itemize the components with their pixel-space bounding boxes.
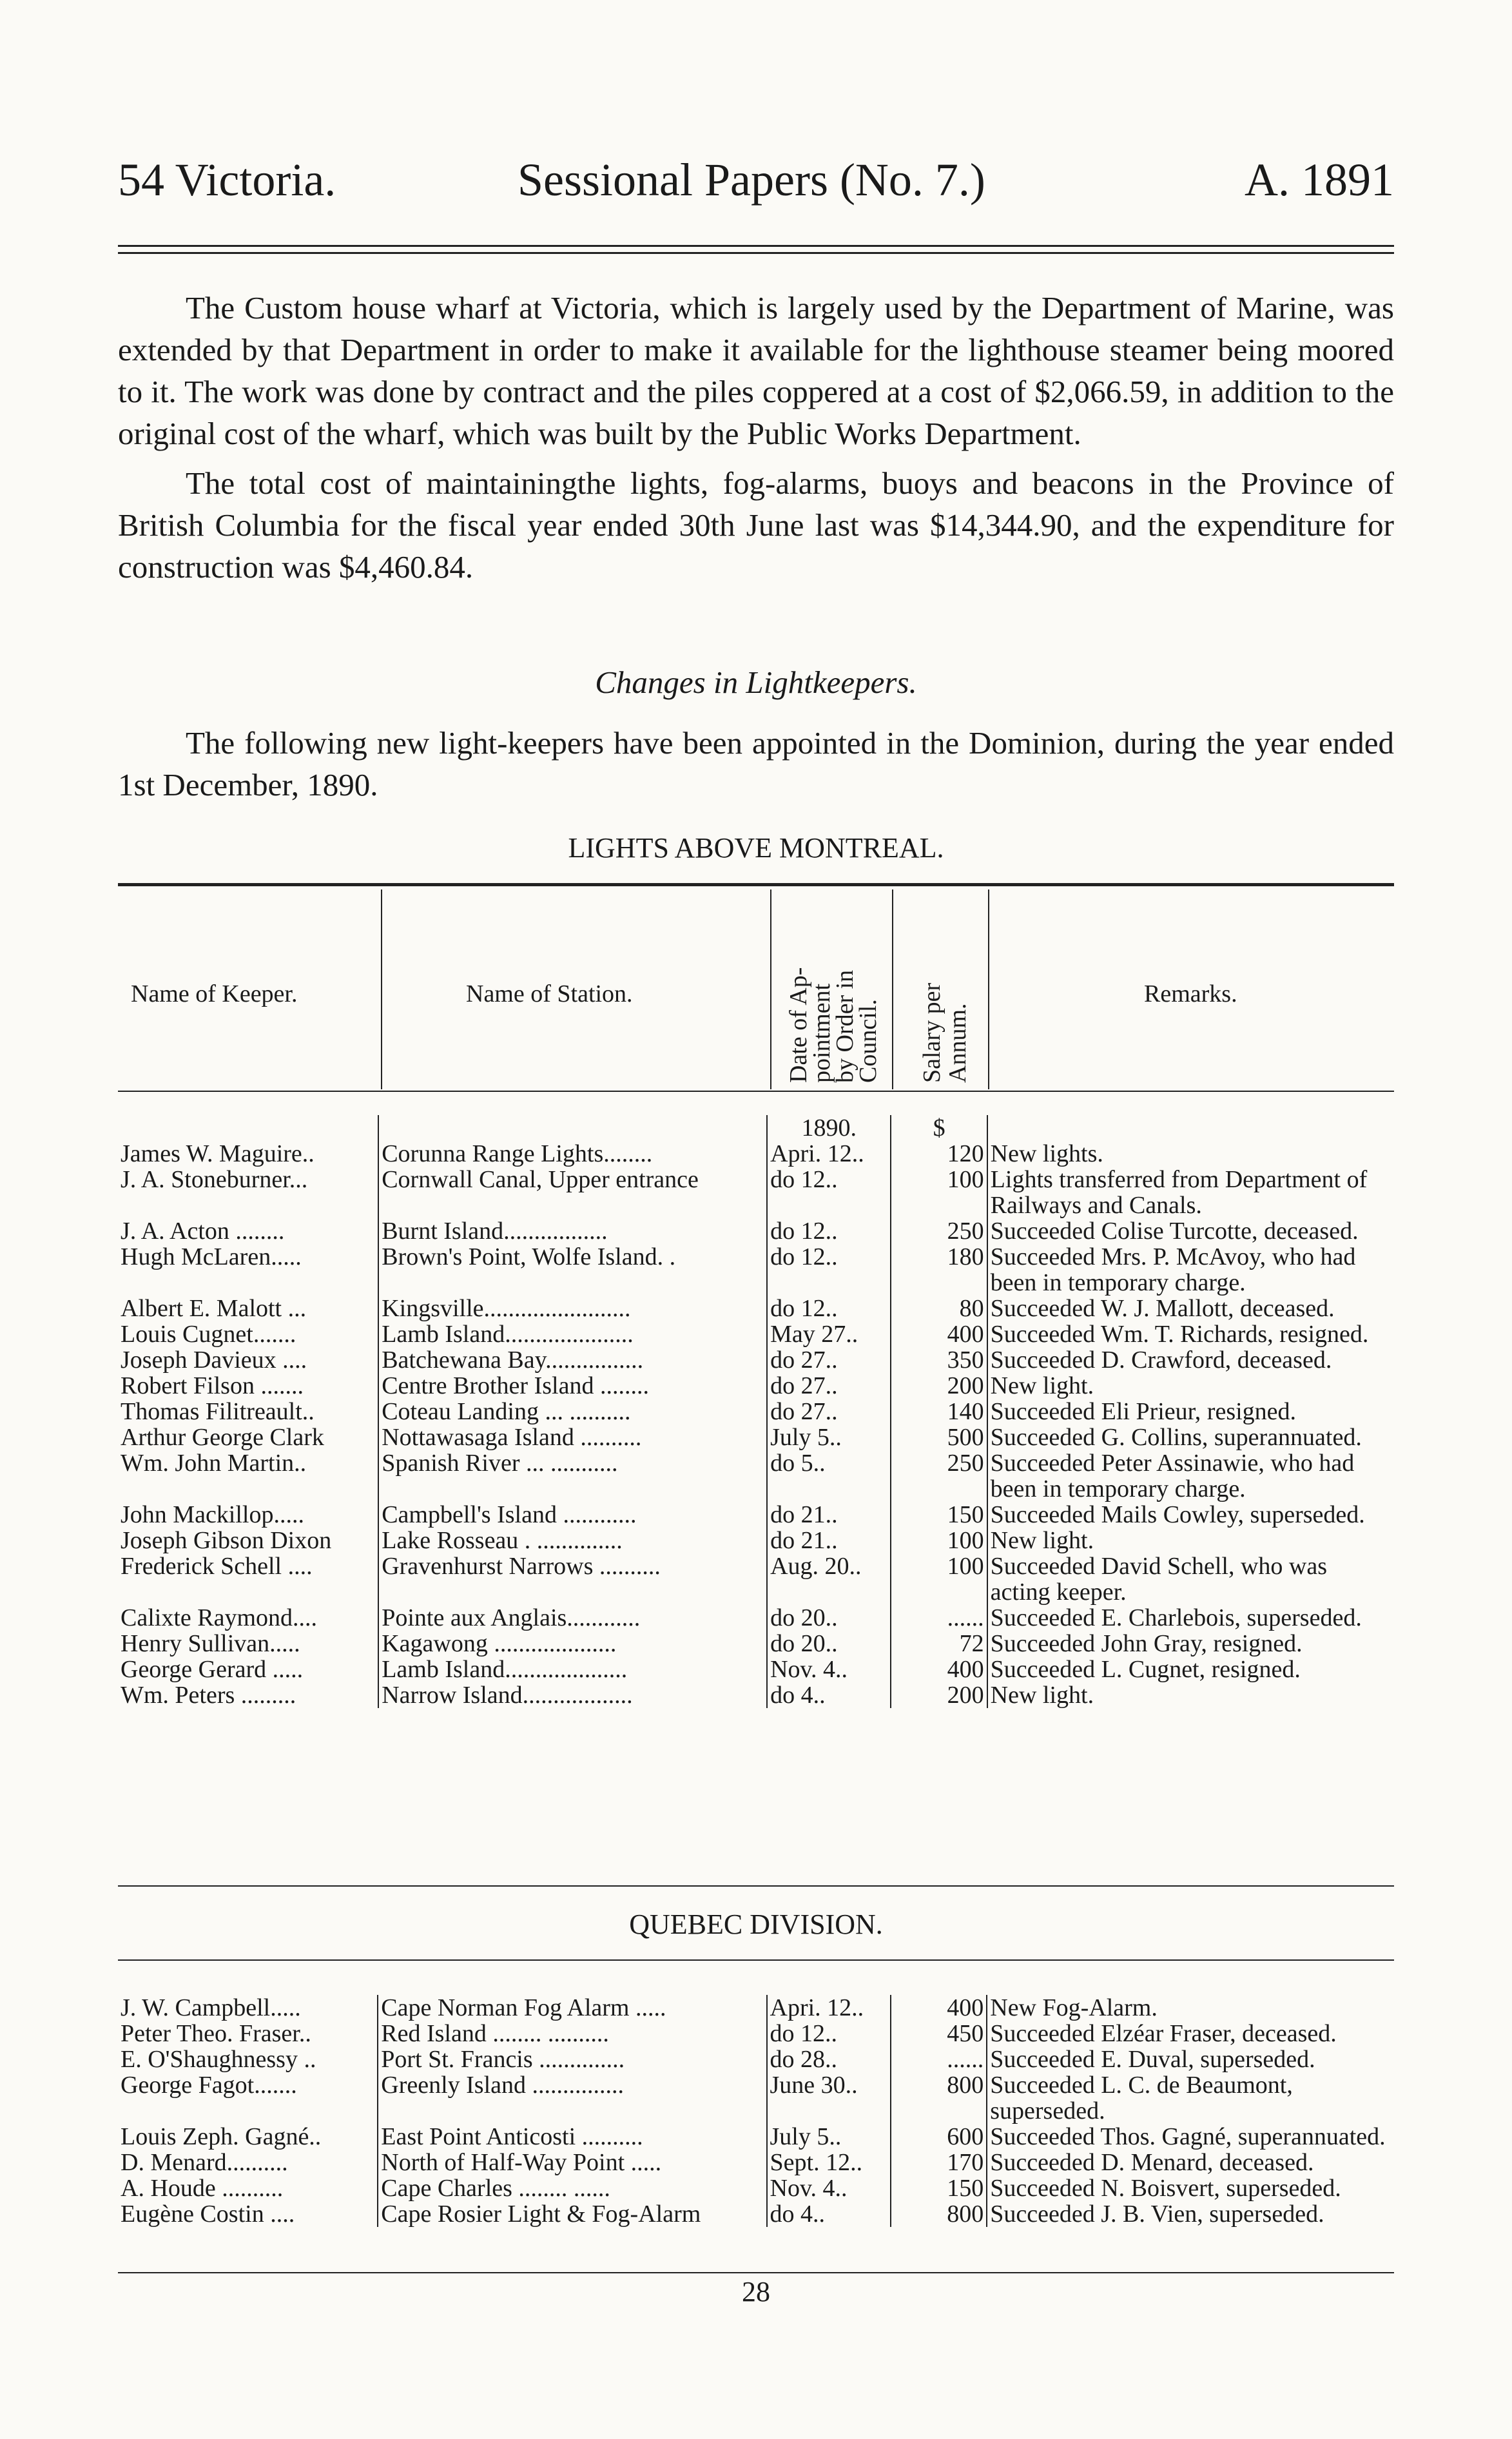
table-row	[118, 1995, 1394, 2021]
keeper-name: J. A. Stoneburner...	[121, 1166, 308, 1193]
appointment-date: Apri. 12..	[767, 1995, 891, 2021]
salary: 800	[891, 2072, 987, 2124]
remarks: Lights transferred from Department of Railways and Canals.	[987, 1167, 1394, 1218]
station-name: Greenly Island ...............	[378, 2072, 766, 2124]
table-row	[118, 1605, 1394, 1631]
section-title-quebec: QUEBEC DIVISION.	[629, 1909, 883, 1940]
appointment-date: Aug. 20..	[767, 1553, 891, 1605]
table-quebec	[118, 1995, 1394, 2227]
remarks: New light.	[987, 1373, 1394, 1399]
table-row	[118, 1399, 1394, 1424]
appointment-date: do 27..	[767, 1347, 891, 1373]
table-row	[118, 1424, 1394, 1450]
salary: ......	[891, 1605, 987, 1631]
keeper-name: Robert Filson .......	[121, 1372, 304, 1399]
table-row	[118, 1657, 1394, 1682]
table-row	[118, 1553, 1394, 1605]
salary: ......	[891, 2046, 987, 2072]
remarks: Succeeded J. B. Vien, superseded.	[987, 2201, 1394, 2227]
col-header-remarks: Remarks.	[1144, 980, 1237, 1007]
remarks: Succeeded Wm. T. Richards, resigned.	[987, 1321, 1394, 1347]
header-bottom-rule	[118, 1091, 1394, 1092]
table-row	[118, 2046, 1394, 2072]
keeper-name: John Mackillop.....	[121, 1501, 304, 1528]
salary-line-1: Salary per	[918, 982, 945, 1083]
remarks: Succeeded E. Charlebois, superseded.	[987, 1605, 1394, 1631]
rows-montreal	[118, 1141, 1394, 1708]
table-row	[118, 1347, 1394, 1373]
appointment-date: do 27..	[767, 1373, 891, 1399]
keeper-name: Louis Zeph. Gagné..	[121, 2123, 322, 2150]
appointment-date: July 5..	[767, 1424, 891, 1450]
station-name: Kingsville........................	[378, 1296, 767, 1321]
header-rule	[118, 245, 1394, 254]
remarks: Succeeded L. C. de Beaumont, superseded.	[987, 2072, 1394, 2124]
appointment-date: do 5..	[767, 1450, 891, 1502]
salary: 180	[891, 1244, 987, 1296]
salary: 350	[891, 1347, 987, 1373]
salary: 150	[891, 1502, 987, 1528]
appointment-date: do 12..	[767, 1296, 891, 1321]
col-header-station: Name of Station.	[466, 980, 633, 1007]
col-header-station-cell	[381, 889, 769, 1089]
keeper-name: Arthur George Clark	[121, 1424, 324, 1451]
appointment-date: do 12..	[767, 2021, 891, 2046]
station-name: North of Half-Way Point .....	[378, 2150, 766, 2175]
station-name: Cornwall Canal, Upper entrance	[378, 1167, 767, 1218]
salary: 170	[891, 2150, 987, 2175]
appointment-date: do 12..	[767, 1167, 891, 1218]
currency-label: $	[891, 1115, 987, 1141]
station-name: Batchewana Bay................	[378, 1347, 767, 1373]
header-volume: 54 Victoria.	[118, 154, 336, 206]
keeper-name: J. A. Acton ........	[121, 1218, 285, 1245]
rows-quebec	[118, 1995, 1394, 2227]
salary: 72	[891, 1631, 987, 1657]
station-name: Lamb Island....................	[378, 1657, 767, 1682]
salary: 250	[891, 1218, 987, 1244]
appointment-date: May 27..	[767, 1321, 891, 1347]
section-title-montreal: LIGHTS ABOVE MONTREAL.	[568, 832, 944, 864]
salary: 120	[891, 1141, 987, 1167]
col-header-remarks-cell	[988, 889, 1395, 1089]
remarks: Succeeded Mrs. P. McAvoy, who had been in temporary charge.	[987, 1244, 1394, 1296]
keeper-name: Wm. Peters .........	[121, 1682, 296, 1709]
salary: 150	[891, 2175, 987, 2201]
table-row	[118, 1373, 1394, 1399]
table-montreal	[118, 1115, 1394, 1708]
keeper-name: Joseph Davieux ....	[121, 1346, 307, 1374]
remarks: Succeeded Eli Prieur, resigned.	[987, 1399, 1394, 1424]
appointment-date: do 4..	[767, 1682, 891, 1708]
keeper-name: Wm. John Martin..	[121, 1450, 307, 1477]
intro-text	[118, 722, 1394, 806]
table-row	[118, 1321, 1394, 1347]
appointment-date: July 5..	[767, 2124, 891, 2150]
keeper-name: J. W. Campbell.....	[121, 1994, 301, 2021]
appointment-date: Apri. 12..	[767, 1141, 891, 1167]
remarks: Succeeded L. Cugnet, resigned.	[987, 1657, 1394, 1682]
keeper-name: Joseph Gibson Dixon	[121, 1527, 332, 1554]
keeper-name: Frederick Schell ....	[121, 1553, 313, 1580]
table-row	[118, 2072, 1394, 2124]
header-title: Sessional Papers (No. 7.)	[518, 154, 985, 206]
subheading: Changes in Lightkeepers.	[595, 665, 917, 700]
appointment-date: do 12..	[767, 1218, 891, 1244]
salary: 100	[891, 1167, 987, 1218]
date-line-3: by Order in	[831, 969, 858, 1083]
table-row	[118, 1141, 1394, 1167]
page-number: 28	[742, 2276, 770, 2308]
date-line-1: Date of Ap-	[785, 967, 812, 1083]
salary: 600	[891, 2124, 987, 2150]
keeper-name: Hugh McLaren.....	[121, 1243, 302, 1270]
station-name: Cape Rosier Light & Fog-Alarm	[378, 2201, 766, 2227]
station-name: Campbell's Island ............	[378, 1502, 767, 1528]
table-row	[118, 1450, 1394, 1502]
body-text	[118, 287, 1394, 588]
keeper-name: George Gerard .....	[121, 1656, 304, 1683]
station-name: Kagawong ....................	[378, 1631, 767, 1657]
keeper-name: A. Houde ..........	[121, 2175, 284, 2202]
station-name: Red Island ........ ..........	[378, 2021, 766, 2046]
remarks: Succeeded Mails Cowley, superseded.	[987, 1502, 1394, 1528]
table-row	[118, 1631, 1394, 1657]
appointment-date: do 4..	[767, 2201, 891, 2227]
salary: 80	[891, 1296, 987, 1321]
station-name: Lake Rosseau . ..............	[378, 1528, 767, 1553]
keeper-name: Eugène Costin ....	[121, 2201, 295, 2228]
station-name: Coteau Landing ... ..........	[378, 1399, 767, 1424]
station-name: Gravenhurst Narrows ..........	[378, 1553, 767, 1605]
salary: 200	[891, 1373, 987, 1399]
keeper-name: Peter Theo. Fraser..	[121, 2020, 311, 2047]
keeper-name: E. O'Shaughnessy ..	[121, 2046, 316, 2073]
col-header-keeper: Name of Keeper.	[131, 980, 298, 1007]
year-label: 1890.	[767, 1115, 891, 1141]
keeper-name: Albert E. Malott ...	[121, 1295, 307, 1322]
station-name: Nottawasaga Island ..........	[378, 1424, 767, 1450]
remarks: New light.	[987, 1528, 1394, 1553]
station-name: Pointe aux Anglais............	[378, 1605, 767, 1631]
paragraph: The Custom house wharf at Victoria, which is largely used by the Department of Marine, was extended by that Department in order to make it available for the lighthouse steamer being moored to it. The work was done by contract and the piles coppered at a cost of $2,066.59, in addition to the original cost of the wharf, which was built by the Public Works Department.	[118, 290, 1394, 451]
table-row	[118, 1218, 1394, 1244]
remarks: Succeeded G. Collins, superannuated.	[987, 1424, 1394, 1450]
table-bottom-rule	[118, 2272, 1394, 2273]
salary: 250	[891, 1450, 987, 1502]
table-row	[118, 2021, 1394, 2046]
section-rule	[118, 1959, 1394, 1961]
col-header-salary	[892, 889, 987, 1089]
salary: 800	[891, 2201, 987, 2227]
header-year: A. 1891	[1245, 154, 1394, 206]
col-header-date	[770, 889, 891, 1089]
station-name: Burnt Island.................	[378, 1218, 767, 1244]
salary: 400	[891, 1321, 987, 1347]
keeper-name: George Fagot.......	[121, 2072, 297, 2099]
appointment-date: Nov. 4..	[767, 1657, 891, 1682]
salary: 500	[891, 1424, 987, 1450]
station-name: Narrow Island..................	[378, 1682, 767, 1708]
section-rule	[118, 1885, 1394, 1887]
salary: 450	[891, 2021, 987, 2046]
paragraph: The following new light-keepers have been appointed in the Dominion, during the year ended 1st December, 1890.	[118, 725, 1394, 802]
table-row	[118, 1682, 1394, 1708]
salary: 100	[891, 1553, 987, 1605]
appointment-date: do 27..	[767, 1399, 891, 1424]
table-row	[118, 2201, 1394, 2227]
table-top-rule	[118, 883, 1394, 886]
remarks: Succeeded W. J. Mallott, deceased.	[987, 1296, 1394, 1321]
appointment-date: June 30..	[767, 2072, 891, 2124]
appointment-date: do 21..	[767, 1502, 891, 1528]
appointment-date: do 20..	[767, 1631, 891, 1657]
station-name: Cape Charles ........ ......	[378, 2175, 766, 2201]
station-name: Centre Brother Island ........	[378, 1373, 767, 1399]
remarks: Succeeded David Schell, who was acting keeper.	[987, 1553, 1394, 1605]
keeper-name: Henry Sullivan.....	[121, 1630, 300, 1657]
appointment-date: Nov. 4..	[767, 2175, 891, 2201]
table-row	[118, 2175, 1394, 2201]
station-name: Spanish River ... ...........	[378, 1450, 767, 1502]
keeper-name: James W. Maguire..	[121, 1140, 315, 1167]
remarks: New lights.	[987, 1141, 1394, 1167]
table-header	[118, 889, 1394, 1089]
remarks: Succeeded N. Boisvert, superseded.	[987, 2175, 1394, 2201]
salary-line-2: Annum.	[944, 1003, 971, 1083]
date-line-4: Council.	[855, 999, 882, 1083]
date-line-2: pointment	[808, 983, 835, 1083]
keeper-name: Thomas Filitreault..	[121, 1398, 315, 1425]
station-name: Brown's Point, Wolfe Island. .	[378, 1244, 767, 1296]
station-name: East Point Anticosti ..........	[378, 2124, 766, 2150]
remarks: Succeeded E. Duval, superseded.	[987, 2046, 1394, 2072]
station-name: Cape Norman Fog Alarm .....	[378, 1995, 766, 2021]
remarks: Succeeded Peter Assinawie, who had been in temporary charge.	[987, 1450, 1394, 1502]
keeper-name: Louis Cugnet.......	[121, 1321, 296, 1348]
table-row	[118, 1244, 1394, 1296]
appointment-date: Sept. 12..	[767, 2150, 891, 2175]
salary: 140	[891, 1399, 987, 1424]
keeper-name: Calixte Raymond....	[121, 1604, 318, 1631]
keeper-name: D. Menard..........	[121, 2149, 288, 2176]
appointment-date: do 28..	[767, 2046, 891, 2072]
table-row	[118, 2124, 1394, 2150]
salary: 100	[891, 1528, 987, 1553]
table-row	[118, 1296, 1394, 1321]
table-row	[118, 1167, 1394, 1218]
remarks: Succeeded Elzéar Fraser, deceased.	[987, 2021, 1394, 2046]
appointment-date: do 20..	[767, 1605, 891, 1631]
salary: 400	[891, 1657, 987, 1682]
station-name: Lamb Island.....................	[378, 1321, 767, 1347]
appointment-date: do 21..	[767, 1528, 891, 1553]
remarks: New Fog-Alarm.	[987, 1995, 1394, 2021]
remarks: Succeeded John Gray, resigned.	[987, 1631, 1394, 1657]
table-row	[118, 1502, 1394, 1528]
remarks: Succeeded Colise Turcotte, deceased.	[987, 1218, 1394, 1244]
running-header	[118, 153, 1394, 205]
salary: 400	[891, 1995, 987, 2021]
remarks: Succeeded D. Crawford, deceased.	[987, 1347, 1394, 1373]
remarks: Succeeded D. Menard, deceased.	[987, 2150, 1394, 2175]
station-name: Corunna Range Lights........	[378, 1141, 767, 1167]
remarks: Succeeded Thos. Gagné, superannuated.	[987, 2124, 1394, 2150]
table-row	[118, 2150, 1394, 2175]
paragraph: The total cost of maintainingthe lights, fog-alarms, buoys and beacons in the Province of British Columbia for the fiscal year ended 30th June last was $14,344.90, and the expenditure for construction was $4,460.84.	[118, 465, 1394, 585]
remarks: New light.	[987, 1682, 1394, 1708]
station-name: Port St. Francis ..............	[378, 2046, 766, 2072]
units-row	[118, 1115, 1394, 1141]
table-row	[118, 1528, 1394, 1553]
appointment-date: do 12..	[767, 1244, 891, 1296]
salary: 200	[891, 1682, 987, 1708]
